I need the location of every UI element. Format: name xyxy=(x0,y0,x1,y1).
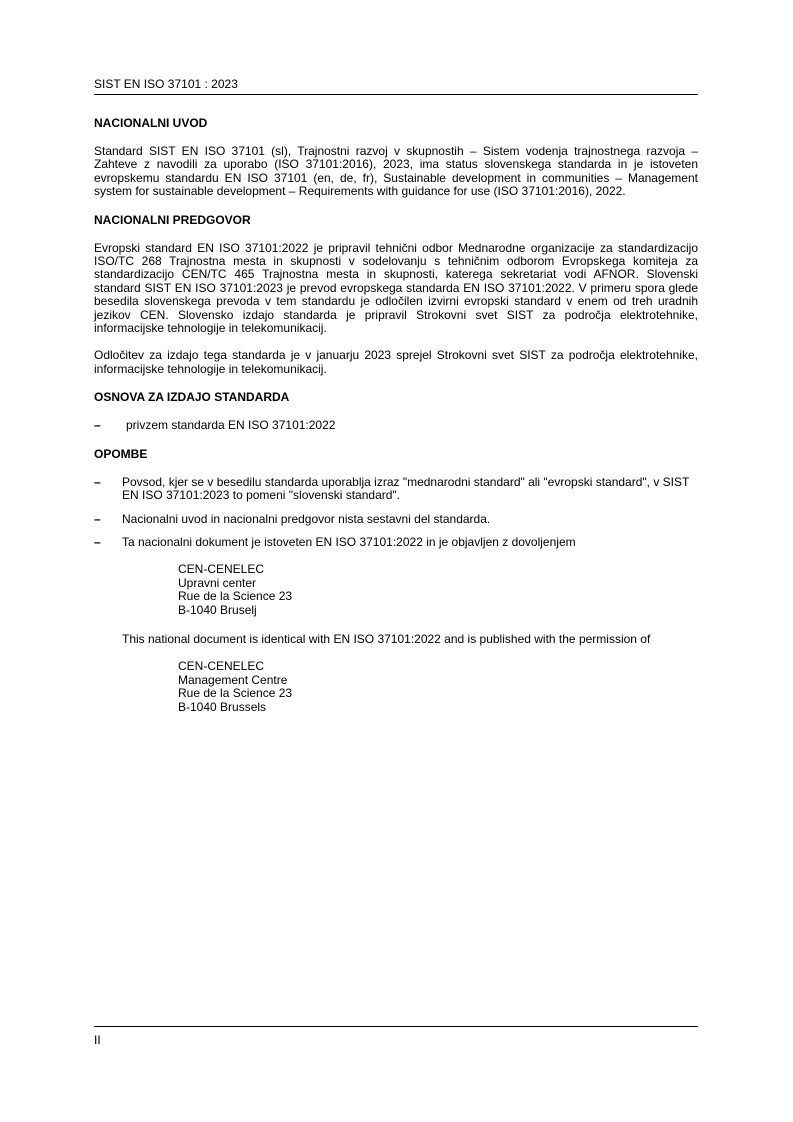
opombe-item-text: Povsod, kjer se v besedilu standarda uporablja izraz "mednarodni standard" ali "evropski standard", v SIST EN ISO 37101:2023 to pomeni "slovenski standard". xyxy=(122,474,690,503)
section-heading-opombe: OPOMBE xyxy=(94,446,148,461)
list-item xyxy=(94,476,698,503)
dash-bullet: – xyxy=(94,534,101,549)
address-line: B-1040 Bruselj xyxy=(178,602,257,617)
address-line: Upravni center xyxy=(178,575,257,590)
predgovor-paragraph-1: Evropski standard EN ISO 37101:2022 je pripravil tehnični odbor Mednarodne organizacije za standardizacijo ISO/TC 268 Trajnostna mesta in skupnosti v sodelovanju s tehničnim odborom Evropskega komiteja za standardizacijo CEN/TC 465 Trajnostna mesta in skupnosti, katerega sekretariat vodi AFNOR. Slovenski standard SIST EN ISO 37101:2023 je prevod evropskega standarda EN ISO 37101:2022. V primeru spora glede besedila slovenskega prevoda v tem standardu je odločilen izvirni evropski standard v enem od treh uradnih jezikov CEN. Slovensko izdajo standarda je pripravil Strokovni svet SIST za področja elektrotehnike, informacijske tehnologije in telekomunikacij. xyxy=(94,240,698,336)
osnova-list xyxy=(94,419,698,432)
section-heading-uvod: NACIONALNI UVOD xyxy=(94,116,208,130)
page-number: II xyxy=(94,1033,101,1047)
list-item xyxy=(94,513,698,526)
permission-paragraph-en: This national document is identical with EN ISO 37101:2022 and is published with the permission of xyxy=(122,631,651,646)
list-item xyxy=(94,536,698,549)
list-item xyxy=(94,419,698,432)
section-heading-osnova: OSNOVA ZA IZDAJO STANDARDA xyxy=(94,390,290,405)
opombe-list xyxy=(94,476,698,550)
dash-bullet: – xyxy=(94,511,101,526)
section-heading-predgovor: NACIONALNI PREDGOVOR xyxy=(94,212,251,227)
uvod-paragraph: Standard SIST EN ISO 37101 (sl), Trajnostni razvoj v skupnostih – Sistem vodenja trajnostnega razvoja – Zahteve z navodili za uporabo (ISO 37101:2016), 2023, ima status slovenskega standarda in je istoveten evropskemu standardu EN ISO 37101 (en, de, fr), Sustainable development in communities – Management system for sustainable development – Requirements with guidance for use (ISO 37101:2016), 2022. xyxy=(94,144,698,199)
address-block-en xyxy=(178,660,698,714)
opombe-item-text: Ta nacionalni dokument je istoveten EN ISO 37101:2022 in je objavljen z dovoljenjem xyxy=(122,534,576,549)
dash-bullet: – xyxy=(94,474,101,489)
address-line: Management Centre xyxy=(178,672,288,687)
dash-bullet: – xyxy=(94,418,101,433)
predgovor-paragraph-2: Odločitev za izdajo tega standarda je v januarju 2023 sprejel Strokovni svet SIST za področja elektrotehnike, informacijske tehnologije in telekomunikacij. xyxy=(94,348,698,376)
page-footer xyxy=(94,1026,698,1047)
address-block-sl xyxy=(178,563,698,617)
address-line: CEN-CENELEC xyxy=(178,562,265,577)
page-header: SIST EN ISO 37101 : 2023 xyxy=(94,77,698,95)
page-content xyxy=(94,116,698,730)
address-line: Rue de la Science 23 xyxy=(178,589,293,604)
address-line: Rue de la Science 23 xyxy=(178,686,293,701)
address-line: CEN-CENELEC xyxy=(178,659,265,674)
document-page xyxy=(94,0,698,1122)
opombe-item-text: Nacionalni uvod in nacionalni predgovor nista sestavni del standarda. xyxy=(122,511,491,526)
osnova-item-text: privzem standarda EN ISO 37101:2022 xyxy=(126,418,336,433)
address-line: B-1040 Brussels xyxy=(178,699,267,714)
